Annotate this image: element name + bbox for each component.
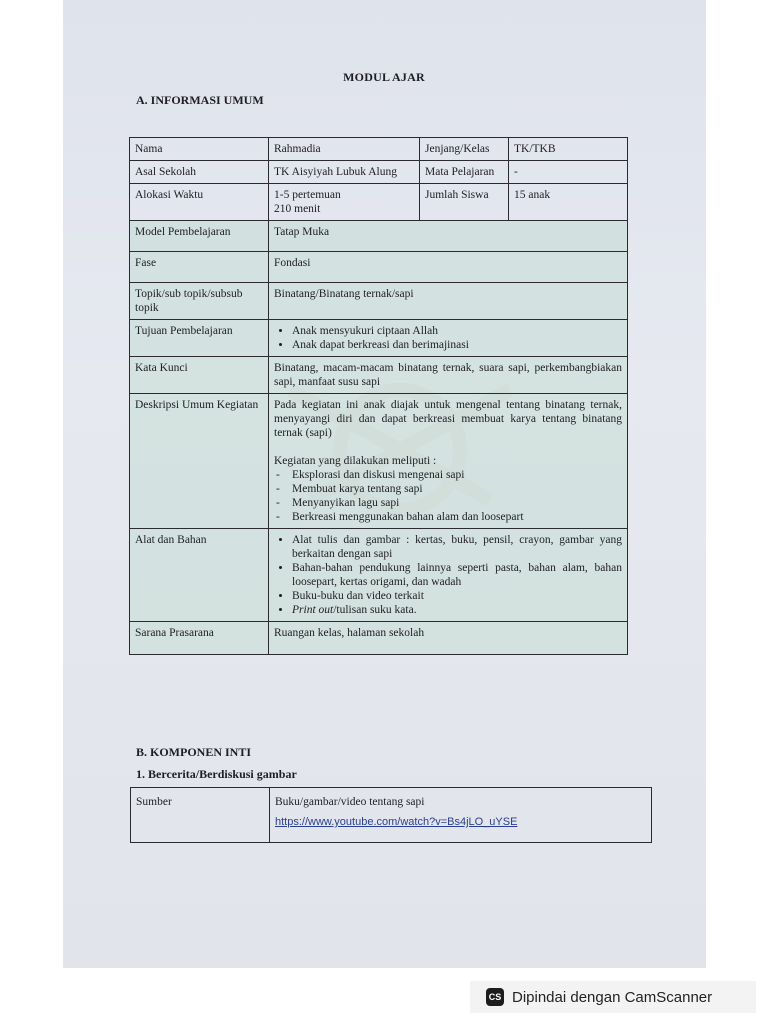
kata-value: Binatang, macam-macam binatang ternak, suara sapi, perkembangbiakan sapi, manfaat susu sapi: [269, 357, 628, 394]
nama-label: Nama: [130, 138, 269, 161]
camscanner-badge: [470, 981, 756, 1013]
model-value: Tatap Muka: [269, 221, 628, 252]
tujuan-label: Tujuan Pembelajaran: [130, 320, 269, 357]
camscanner-logo-icon: CS: [486, 988, 504, 1006]
jumlah-label: Jumlah Siswa: [420, 184, 509, 221]
list-item: • Alat tulis dan gambar : kertas, buku, pensil, crayon, gambar yang berkaitan dengan sapi: [292, 533, 622, 561]
subsection-1-heading: 1. Bercerita/Berdiskusi gambar: [136, 767, 297, 781]
sumber-value: [270, 788, 652, 843]
deskripsi-label: Deskripsi Umum Kegiatan: [130, 394, 269, 529]
document-title: MODUL AJAR: [343, 70, 425, 84]
alokasi-value: [269, 184, 420, 221]
list-item: • Bahan-bahan pendukung lainnya seperti pasta, bahan alam, bahan loosepart, kertas origami, dan wadah: [292, 561, 622, 589]
alat-value: [269, 529, 628, 622]
fase-label: Fase: [130, 252, 269, 283]
alokasi-label: Alokasi Waktu: [130, 184, 269, 221]
jumlah-value: 15 anak: [509, 184, 628, 221]
list-item: • Buku-buku dan video terkait: [292, 589, 622, 603]
sarana-value: Ruangan kelas, halaman sekolah: [269, 622, 628, 655]
nama-value: Rahmadia: [269, 138, 420, 161]
list-item: [292, 603, 622, 617]
jenjang-label: Jenjang/Kelas: [420, 138, 509, 161]
fase-value: Fondasi: [269, 252, 628, 283]
alokasi-line-1: 1-5 pertemuan: [274, 189, 341, 201]
alokasi-line-2: 210 menit: [274, 203, 321, 215]
sumber-text: Buku/gambar/video tentang sapi: [275, 796, 425, 808]
list-item: • Anak dapat berkreasi dan berimajinasi: [292, 338, 622, 352]
asal-label: Asal Sekolah: [130, 161, 269, 184]
jenjang-value: TK/TKB: [509, 138, 628, 161]
mapel-label: Mata Pelajaran: [420, 161, 509, 184]
sumber-table: [130, 787, 652, 843]
list-item: - Eksplorasi dan diskusi mengenai sapi: [292, 468, 622, 482]
deskripsi-intro: Kegiatan yang dilakukan meliputi :: [274, 455, 437, 467]
tujuan-value: [269, 320, 628, 357]
alat-label: Alat dan Bahan: [130, 529, 269, 622]
print-out-rest: /tulisan suku kata.: [333, 604, 417, 616]
print-out-italic: Print out: [292, 604, 334, 616]
mapel-value: -: [509, 161, 628, 184]
topik-value: Binatang/Binatang ternak/sapi: [269, 283, 628, 320]
deskripsi-text: Pada kegiatan ini anak diajak untuk mengenal tentang binatang ternak, menyayangi diri dan dapat berkreasi membuat karya tentang binatang ternak (sapi): [274, 399, 622, 439]
info-table: [129, 137, 628, 655]
section-b-heading: B. KOMPONEN INTI: [136, 745, 252, 759]
kata-label: Kata Kunci: [130, 357, 269, 394]
list-item: - Membuat karya tentang sapi: [292, 482, 622, 496]
model-label: Model Pembelajaran: [130, 221, 269, 252]
list-item: - Berkreasi menggunakan bahan alam dan loosepart: [292, 510, 622, 524]
asal-value: TK Aisyiyah Lubuk Alung: [269, 161, 420, 184]
list-item: • Anak mensyukuri ciptaan Allah: [292, 324, 622, 338]
topik-label: Topik/sub topik/subsub topik: [130, 283, 269, 320]
list-item: - Menyanyikan lagu sapi: [292, 496, 622, 510]
sarana-label: Sarana Prasarana: [130, 622, 269, 655]
deskripsi-value: [269, 394, 628, 529]
section-a-heading: A. INFORMASI UMUM: [136, 93, 264, 107]
camscanner-text: Dipindai dengan CamScanner: [512, 988, 713, 1006]
sumber-label: Sumber: [131, 788, 270, 843]
youtube-link[interactable]: https://www.youtube.com/watch?v=Bs4jLO_uYSE: [275, 816, 518, 828]
